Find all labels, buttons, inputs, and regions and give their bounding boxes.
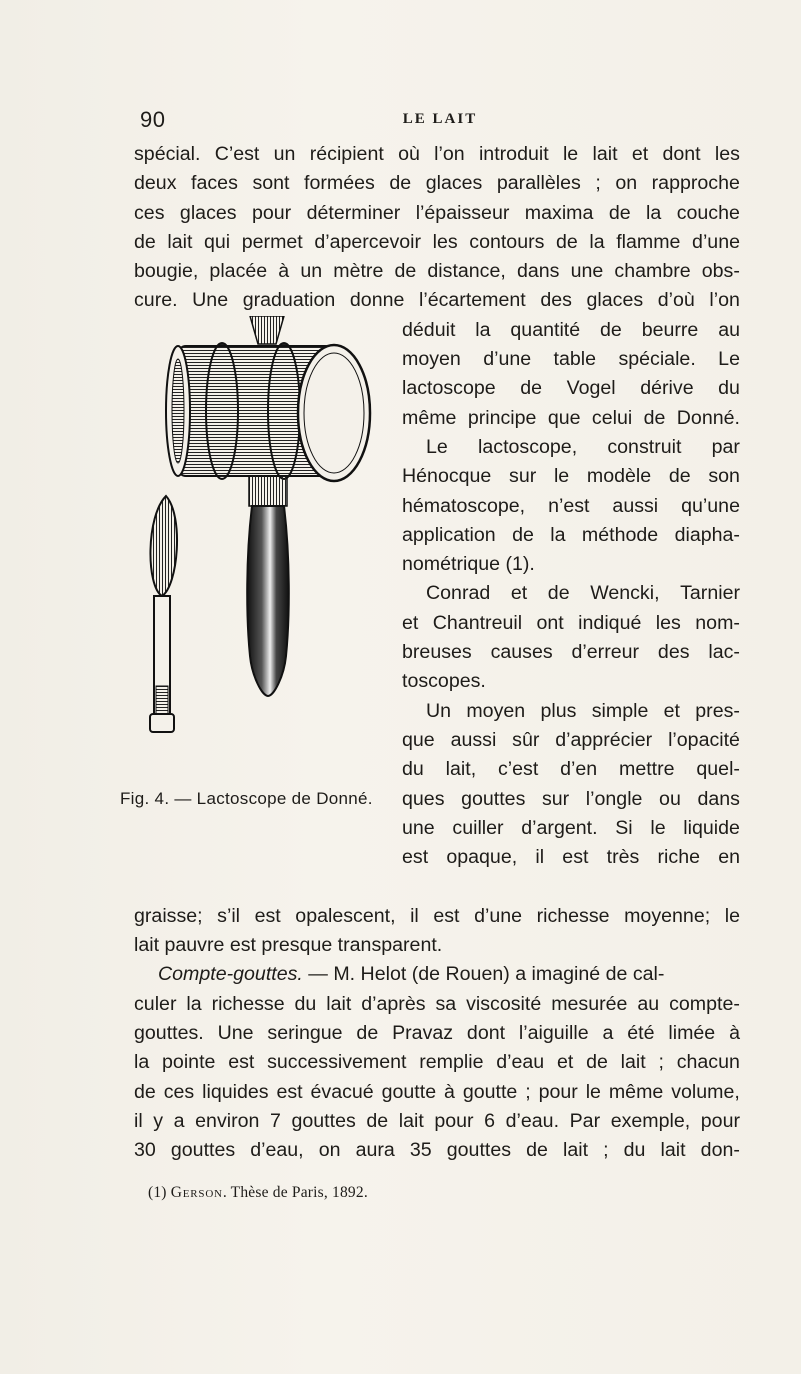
text-line: et Chantreuil ont indiqué les nom- — [402, 611, 740, 634]
text-line: bougie, placée à un mètre de distance, dans une chambre obs- — [134, 260, 740, 283]
text-line: application de la méthode diapha- — [402, 523, 740, 546]
text-line: hématoscope, n’est aussi qu’une — [402, 494, 740, 517]
text-line: déduit la quantité de beurre au — [402, 318, 740, 341]
page-number: 90 — [140, 107, 166, 132]
figure-wrap-section — [120, 316, 740, 902]
text-line: Le lactoscope, construit par — [426, 435, 740, 458]
text-line: 30 gouttes d’eau, on aura 35 gouttes de lait ; du lait don- — [134, 1139, 740, 1162]
text-line: une cuiller d’argent. Si le liquide — [402, 816, 740, 839]
text-line: Un moyen plus simple et pres- — [426, 699, 740, 722]
text-line: toscopes. — [402, 670, 486, 693]
text-line: breuses causes d’erreur des lac- — [402, 641, 740, 664]
text-line: que aussi sûr d’apprécier l’opacité — [402, 728, 740, 751]
text-line: de ces liquides est évacué goutte à goutte ; pour le même volume, — [134, 1080, 740, 1103]
text-line: cure. Une graduation donne l’écartement des glaces d’où l’on — [134, 289, 740, 312]
right-column-text — [402, 316, 740, 873]
bottom-paragraph — [134, 902, 740, 1166]
footnote-text: . Thèse de Paris, 1892. — [222, 1184, 368, 1201]
text-line: du lait, c’est d’en mettre quel- — [402, 758, 740, 781]
body-text — [120, 140, 740, 1165]
page-header — [140, 107, 740, 135]
text-line: culer la richesse du lait d’après sa viscosité mesurée au compte- — [134, 992, 740, 1015]
text-line: lait pauvre est presque transparent. — [134, 934, 443, 957]
text-line: lactoscope de Vogel dérive du — [402, 377, 740, 400]
text-line: deux faces sont formées de glaces parallèles ; on rapproche — [134, 172, 740, 195]
text-line: spécial. C’est un récipient où l’on introduit le lait et dont les — [134, 143, 740, 165]
text-line: Hénocque sur le modèle de son — [402, 465, 740, 488]
footnote — [148, 1184, 368, 1202]
lactoscope-illustration — [134, 316, 384, 736]
compte-gouttes-first-line — [134, 960, 740, 989]
text-line: il y a environ 7 gouttes de lait pour 6 d’eau. Par exemple, pour — [134, 1109, 740, 1132]
text-line: ques gouttes sur l’ongle ou dans — [402, 787, 740, 810]
text-line: moyen d’une table spéciale. Le — [402, 348, 740, 371]
text-line: de lait qui permet d’apercevoir les contours de la flamme d’une — [134, 230, 740, 253]
running-title: LE LAIT — [402, 111, 478, 127]
text-line: nométrique (1). — [402, 553, 535, 576]
footnote-marker: (1) — [148, 1184, 171, 1201]
figure-caption: Fig. 4. — Lactoscope de Donné. — [120, 788, 373, 808]
text-line: Conrad et de Wencki, Tarnier — [426, 582, 740, 605]
text-line: la pointe est successivement remplie d’eau et de lait ; chacun — [134, 1051, 740, 1074]
text-line: même principe que celui de Donné. — [402, 406, 740, 429]
text-span: — M. Helot (de Rouen) a imaginé de cal- — [302, 963, 665, 986]
text-line: est opaque, il est très riche en — [402, 846, 740, 869]
top-paragraph — [134, 140, 740, 316]
text-line: graisse; s’il est opalescent, il est d’une richesse moyenne; le — [134, 904, 740, 927]
footnote-author: Gerson — [170, 1184, 223, 1201]
text-line: ces glaces pour déterminer l’épaisseur maxima de la couche — [134, 201, 740, 224]
lactoscope-figure — [120, 316, 384, 902]
text-line: gouttes. Une seringue de Pravaz dont l’aiguille a été limée à — [134, 1021, 740, 1044]
section-heading: Compte-gouttes. — [158, 963, 303, 986]
